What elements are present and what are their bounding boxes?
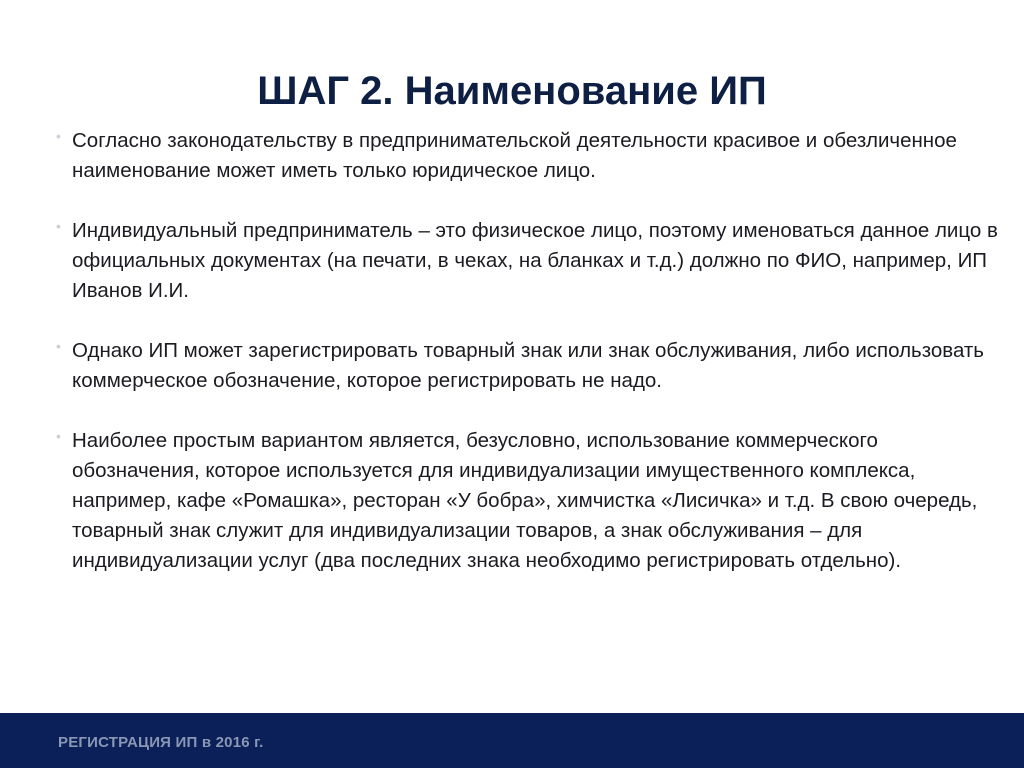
- bullet-dot-icon: •: [56, 338, 61, 354]
- bullet-item: [56, 216, 1006, 306]
- bullet-text: Согласно законодательству в предпринимательской деятельности красивое и обезличенное наименование может иметь только юридическое лицо.: [72, 129, 957, 182]
- bullet-text: Однако ИП может зарегистрировать товарный знак или знак обслуживания, либо использовать коммерческое обозначение, которое регистрировать не надо.: [72, 339, 984, 392]
- bullet-item: [56, 426, 1006, 576]
- footer-text: РЕГИСТРАЦИЯ ИП в 2016 г.: [58, 734, 264, 751]
- bullet-text: Наиболее простым вариантом является, безусловно, использование коммерческого обозначения, которое используется для индивидуализации имущественного комплекса, например, кафе «Ромашка», ресторан «У бобра», химчистка «Лисичка» и т.д. В свою очередь, товарный знак служит для индивидуализации товаров, а знак обслуживания – для индивидуализации услуг (два последних знака необходимо регистрировать отдельно).: [72, 429, 978, 572]
- bullet-dot-icon: •: [56, 428, 61, 444]
- bullet-dot-icon: •: [56, 128, 61, 144]
- bullet-item: [56, 126, 1006, 186]
- slide-title: ШАГ 2. Наименование ИП: [257, 68, 767, 113]
- bullet-text: Индивидуальный предприниматель – это физическое лицо, поэтому именоваться данное лицо в официальных документах (на печати, в чеках, на бланках и т.д.) должно по ФИО, например, ИП Иванов И.И.: [72, 219, 998, 302]
- bullet-dot-icon: •: [56, 218, 61, 234]
- bullet-item: [56, 336, 1006, 396]
- bullet-list: [56, 126, 1006, 606]
